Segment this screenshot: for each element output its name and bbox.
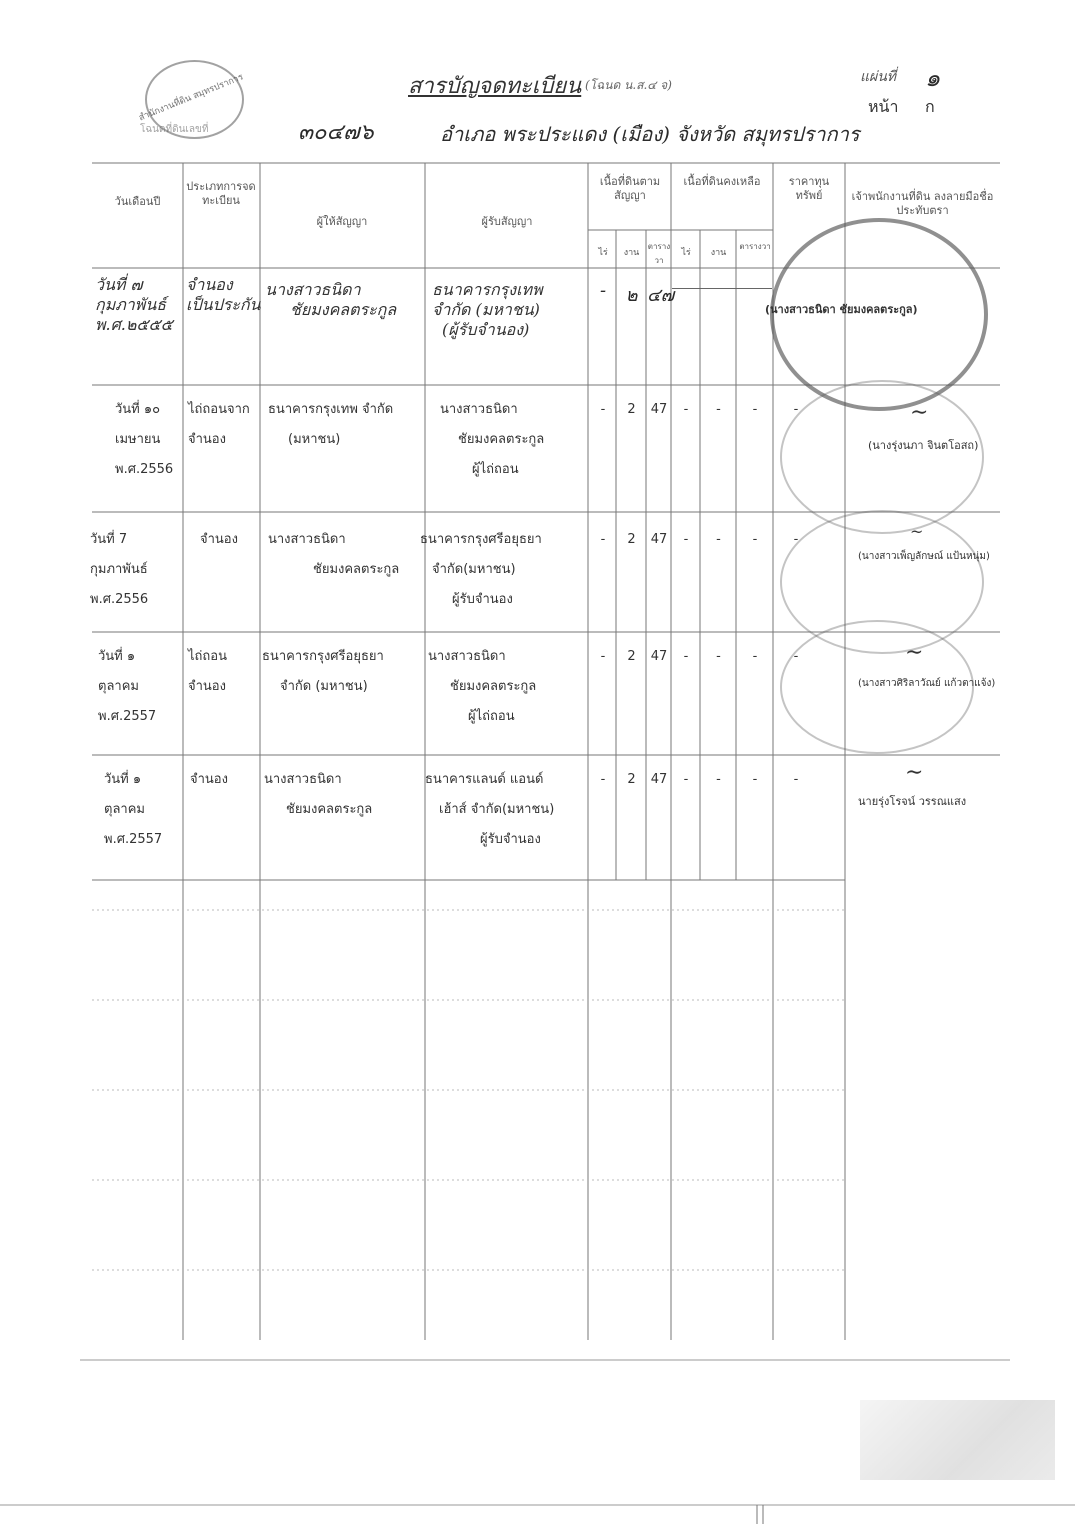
row-grantor: นางสาวธนิดา ชัยมงคลตระกูล: [265, 280, 397, 319]
row-date: วันที่ ๗ กุมภาพันธ์ พ.ศ.๒๕๕๕: [95, 275, 173, 334]
row-grantor: ธนาคารกรุงศรีอยุธยา จำกัด (มหาชน): [262, 649, 384, 694]
row-rai: -: [599, 280, 607, 301]
row-wa: 47: [650, 649, 668, 664]
row-dash: -: [716, 772, 721, 787]
row-grantee: ธนาคารแลนด์ แอนด์ เฮ้าส์ จำกัด(มหาชน) ผู้รับจำนอง: [425, 772, 555, 847]
row-grantee: นางสาวธนิดา ชัยมงคลตระกูล ผู้ไถ่ถอน: [428, 649, 537, 724]
row-date: วันที่ ๑๐ เมษายน พ.ศ.2556: [115, 402, 174, 477]
row-type: จำนอง: [190, 772, 228, 787]
row-type: จำนอง เป็นประกัน: [186, 275, 261, 314]
row-grantor: นางสาวธนิดา ชัยมงคลตระกูล: [264, 772, 373, 817]
col-ngan-1: งาน: [623, 248, 640, 258]
officer-signature: ∼: [905, 760, 924, 785]
col-ngan-2: งาน: [710, 248, 727, 258]
row-dash: -: [716, 402, 721, 417]
col-rai-1: ไร่: [598, 248, 608, 258]
row-grantor: นางสาวธนิดา ชัยมงคลตระกูล: [268, 532, 400, 577]
row-dash: -: [793, 532, 799, 547]
row-grantor: ธนาคารกรุงเทพ จำกัด (มหาชน): [268, 402, 394, 447]
col-rai-2: ไร่: [681, 248, 691, 258]
row-dash: [672, 288, 772, 289]
row-type: ไถ่ถอน จำนอง: [188, 649, 227, 694]
officer-name: (นางสาวเพ็ญลักษณ์ แป้นหนุ่ม): [858, 551, 990, 562]
page-label: หน้า: [868, 97, 899, 116]
col-wa-2: ตารางวา: [739, 242, 771, 251]
row-date: วันที่ ๑ ตุลาคม พ.ศ.2557: [104, 772, 163, 847]
row-grantee: นางสาวธนิดา ชัยมงคลตระกูล ผู้ไถ่ถอน: [440, 402, 545, 477]
col-type: ประเภทการจดทะเบียน: [186, 180, 256, 207]
row-ngan: ๒: [625, 285, 638, 306]
col-area-contract: เนื้อที่ดินตามสัญญา: [599, 175, 661, 202]
sheet-label: แผ่นที่: [860, 69, 897, 85]
officer-name: (นางรุ่งนภา จินตโอสถ): [868, 439, 979, 452]
row-ngan: 2: [627, 772, 636, 787]
row-dash: -: [716, 532, 721, 547]
row-dash: -: [683, 649, 689, 664]
top-stamp-text: สำนักงานที่ดิน สมุทรปราการ: [137, 72, 245, 124]
row-dash: -: [752, 649, 758, 664]
sheet-number: ๑: [925, 64, 941, 92]
col-officer: เจ้าพนักงานที่ดิน ลงลายมือชื่อ ประทับตรา: [851, 190, 994, 217]
row-wa: ๔๗: [647, 285, 675, 306]
row-dash: -: [683, 772, 689, 787]
row-grantee: ธนาคารกรุงศรีอยุธยา จำกัด(มหาชน) ผู้รับจำนอง: [420, 532, 542, 607]
row-date: วันที่ 7 กุมภาพันธ์ พ.ศ.2556: [90, 532, 149, 607]
row-wa: 47: [650, 532, 668, 547]
row-type: จำนอง: [200, 532, 238, 547]
officer-name: (นางสาวธนิดา ชัยมงคลตระกูล): [765, 303, 918, 316]
page-title: สารบัญจดทะเบียน: [408, 74, 582, 99]
col-date: วันเดือนปี: [114, 195, 161, 208]
officer-signature: ~: [910, 522, 924, 541]
location-line: อำเภอ พระประแดง (เมือง) จังหวัด สมุทรปราการ: [440, 122, 860, 146]
row-rai: -: [600, 532, 606, 547]
col-grantor: ผู้ให้สัญญา: [316, 215, 368, 228]
row-wa: 47: [650, 402, 668, 417]
col-area-remaining: เนื้อที่ดินคงเหลือ: [683, 175, 761, 188]
row-dash: -: [683, 532, 689, 547]
faded-stamp: [780, 620, 974, 754]
officer-signature: ∼: [910, 400, 929, 425]
col-value: ราคาทุนทรัพย์: [788, 175, 830, 202]
row-ngan: 2: [627, 402, 636, 417]
row-dash: -: [683, 402, 689, 417]
officer-signature: ∼: [905, 640, 924, 665]
row-rai: -: [600, 772, 606, 787]
page-title-note: (โฉนด น.ส.๔ จ): [585, 78, 672, 92]
row-grantee: ธนาคารกรุงเทพ จำกัด (มหาชน) (ผู้รับจำนอง): [432, 280, 543, 339]
col-grantee: ผู้รับสัญญา: [481, 215, 533, 228]
officer-name: นายรุ่งโรจน์ วรรณแสง: [858, 795, 967, 808]
row-rai: -: [600, 649, 606, 664]
row-type: ไถ่ถอนจาก จำนอง: [188, 402, 250, 447]
col-wa-1: ตารางวา: [647, 242, 671, 265]
deed-number: ๓๐๔๗๖: [298, 120, 374, 145]
row-ngan: 2: [627, 649, 636, 664]
row-dash: -: [793, 402, 799, 417]
row-dash: -: [752, 772, 758, 787]
officer-name: (นางสาวศิริลาวัณย์ แก้วตาแจ้ง): [858, 678, 996, 689]
deed-label: โฉนดที่ดินเลขที่: [140, 124, 209, 135]
row-wa: 47: [650, 772, 668, 787]
row-rai: -: [600, 402, 606, 417]
row-dash: -: [793, 772, 799, 787]
row-dash: -: [752, 402, 758, 417]
row-dash: -: [793, 649, 799, 664]
row-dash: -: [752, 532, 758, 547]
row-date: วันที่ ๑ ตุลาคม พ.ศ.2557: [98, 649, 157, 724]
scan-noise: [860, 1400, 1055, 1480]
row-ngan: 2: [627, 532, 636, 547]
page-number: ก: [925, 97, 935, 116]
row-dash: -: [716, 649, 721, 664]
